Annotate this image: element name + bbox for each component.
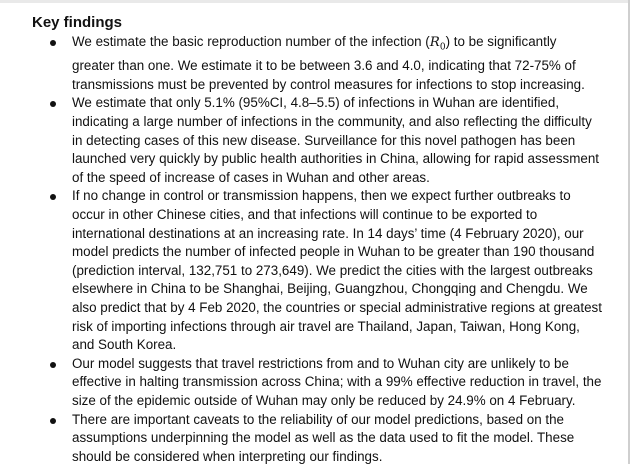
section-title: Key findings	[32, 14, 123, 31]
finding-text-2: We estimate that only 5.1% (95%CI, 4.8–5.5) of infections in Wuhan are identified, indicating a large number of infections in the community, and also reflecting the difficulty in detecting cases of this new disease. Surveillance for this novel pathogen has been launched very quickly by public health authorities in China, allowing for rapid assessment of the speed of increase of cases in Wuhan and other areas.	[72, 95, 599, 185]
bullet-icon	[50, 194, 56, 200]
bullet-icon	[50, 101, 56, 107]
findings-list	[32, 33, 602, 466]
finding-text-4: Our model suggests that travel restrictions from and to Wuhan city are unlikely to be effective in halting transmission across China; with a 99% effective reduction in travel, the size of the epidemic outside of Wuhan may only be reduced by 24.9% on 4 February.	[72, 355, 602, 408]
document-body	[32, 12, 602, 466]
r0-subscript: 0	[439, 42, 446, 53]
finding-item-1	[32, 33, 602, 94]
finding-text-1-before: We estimate the basic reproduction number of the infection (	[72, 34, 430, 49]
bullet-icon	[50, 40, 56, 46]
bullet-icon	[50, 418, 56, 424]
finding-text-1-after: ) to be significantly greater than one. We estimate it to be between 3.6 and 4.0, indicating that 72-75% of transmissions must be prevented by control measures for infections to stop increasing.	[72, 34, 585, 92]
r0-symbol	[429, 35, 446, 53]
finding-item-5	[32, 411, 602, 466]
bullet-icon	[50, 362, 56, 368]
finding-item-2	[32, 94, 602, 187]
finding-text-3: If no change in control or transmission happens, then we expect further outbreaks to occur in other Chinese cities, and that infections will continue to be exported to international destinations at an increasing rate. In 14 days’ time (4 February 2020), our model predicts the number of infected people in Wuhan to be greater than 190 thousand (prediction interval, 132,751 to 273,649). We predict the cities with the largest outbreaks elsewhere in China to be Shanghai, Beijing, Guangzhou, Chongqing and Chengdu. We also predict that by 4 Feb 2020, the countries or special administrative regions at greatest risk of importing infections through air travel are Thailand, Japan, Taiwan, Hong Kong, and South Korea.	[72, 188, 602, 353]
r0-letter: R	[429, 35, 440, 50]
finding-text-5: There are important caveats to the reliability of our model predictions, based on the assumptions underpinning the model as well as the data used to fit the model. These should be considered when interpreting our findings.	[72, 411, 575, 464]
finding-item-4	[32, 355, 602, 411]
finding-item-3	[32, 187, 602, 354]
